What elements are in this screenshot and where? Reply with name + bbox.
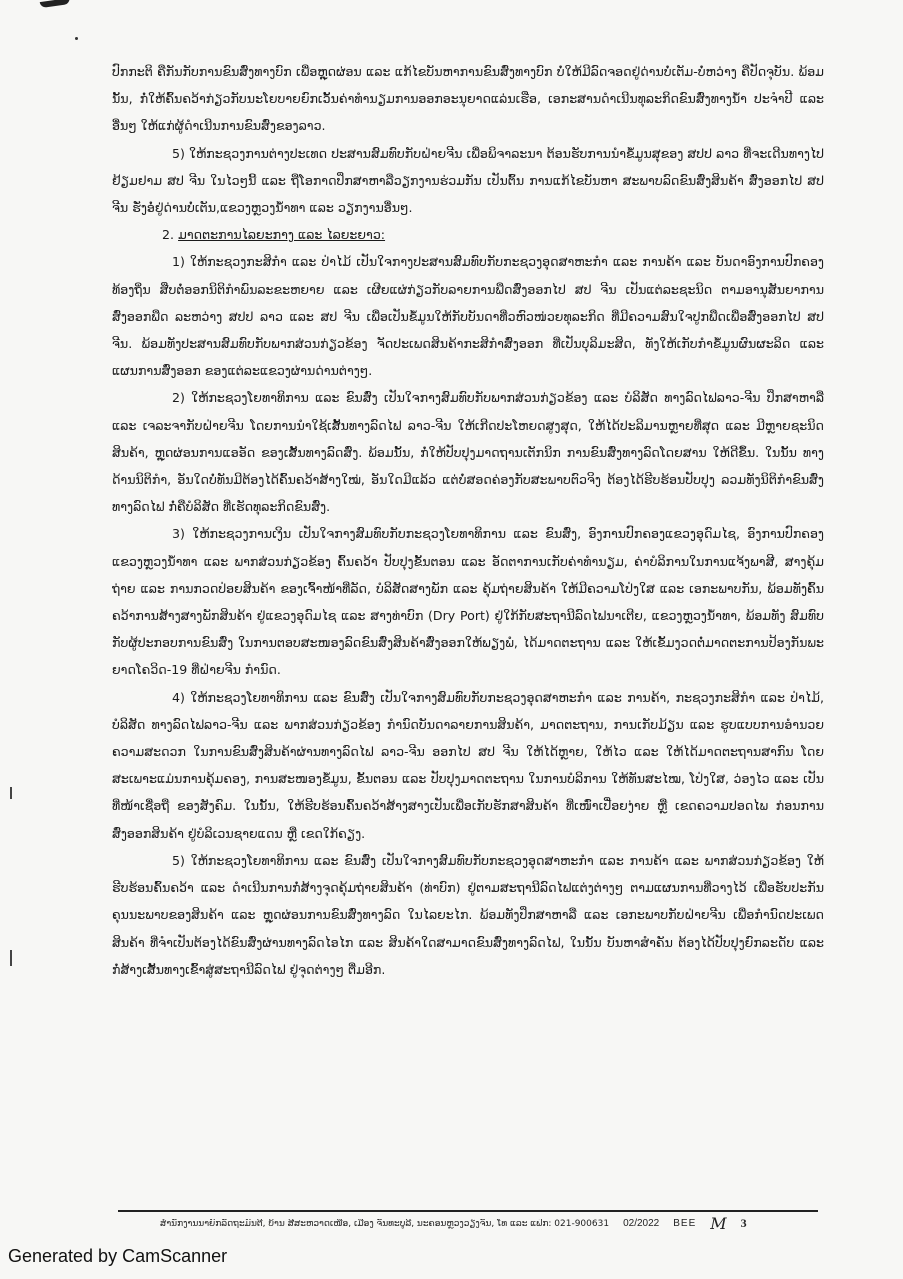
footer-divider: [118, 1210, 818, 1212]
scan-dot: [75, 37, 78, 40]
initial-signature: M: [710, 1214, 727, 1233]
paragraph-item-1: 1) ໃຫ້ກະຊວງກະສິກຳ ແລະ ປ່າໄມ້ ເປັນໃຈກາງປະສານສົມທົບກັບກະຊວງອຸດສາຫະກຳ ແລະ ການຄ້າ ແລະ ບັນດາອົງການປົກຄອງທ້ອງຖິ່ນ ສືບຕໍ່ອອກນິຕິກຳພົນລະຂະຫຍາຍ ແລະ ເຜີຍແຜ່ກ່ຽວກັບລາຍການພືດສົ່ງອອກໄປ ສປ ຈີນ ເປັນແຕ່ລະຊະນິດ ຕາມອານຸສັນຍາການສົ່ງອອກພືດ ລະຫວ່າງ ສປປ ລາວ ແລະ ສປ ຈີນ ເພື່ອເປັນຂໍ້ມູນໃຫ້ກັບບັນດາທີ່ວຫົວໜ່ວຍທຸລະກິດ ທີ່ມີຄວາມສົນໃຈປູກພືດເພື່ອສົ່ງອອກໄປ ສປ ຈີນ. ພ້ອມທັງປະສານສົມທົບກັບພາກສ່ວນກ່ຽວຂ້ອງ ຈັດປະເພດສິນຄ້າກະສິກຳສົ່ງອອກ ທີ່ເປັນບຸລິມະສິດ, ທັງໃຫ້ເກັບກຳຂໍ້ມູນຜົນຜະລິດ ແລະ ແຜນການສົ່ງອອກ ຂອງແຕ່ລະແຂວງຜ່ານດ່ານຕ່າງໆ.: [112, 254, 824, 379]
section-title: ມາດຕະການໄລຍະກາງ ແລະ ໄລຍະຍາວ:: [178, 227, 386, 243]
paragraph-item-5b: 5) ໃຫ້ກະຊວງໂຍທາທິການ ແລະ ຂົນສົ່ງ ເປັນໃຈກາງສົມທົບກັບກະຊວງອຸດສາຫະກຳ ແລະ ການຄ້າ ແລະ ພາກສ່ວນກ່ຽວຂ້ອງ ໃຫ້ຮີບຮ້ອນຄົ້ນຄວ້າ ແລະ ດຳເນີນການກໍ່ສ້າງຈຸດຄຸ້ມຖ່າຍສິນຄ້າ (ທ່າບົກ) ຢູ່ຕາມສະຖານີລົດໄຟແຕ່ງຕ່າງໆ ຕາມແຜນການທີ່ວາງໄວ້ ເພື່ອຮັບປະກັນຄຸນນະພາບຂອງສິນຄ້າ ແລະ ຫຼຸດຜ່ອນການຂົນສົ່ງທາງລົດ ໃນໄລຍະໄກ. ພ້ອມທັງປຶກສາຫາລື ແລະ ເອກະພາບກັບຝ່າຍຈີນ ເພື່ອກຳນົດປະເພດສິນຄ້າ ທີ່ຈຳເປັນຕ້ອງໄດ້ຂົນສົ່ງຜ່ານທາງລົດໄອໄກ ແລະ ສິນຄ້າໃດສາມາດຂົນສົ່ງທາງລົດໄຟ, ໃນນັ້ນ ບັນຫາສຳຄັນ ຕ້ອງໄດ້ປັບປຸງຍົກລະດັບ ແລະ ກໍ່ສ້າງເສັ້ນທາງເຂົ້າສູ່ສະຖານີລົດໄຟ ຢູ່ຈຸດຕ່າງໆ ຕື່ມອີກ.: [112, 852, 824, 977]
section-number: 2.: [162, 227, 175, 243]
paragraph-item-5: 5) ໃຫ້ກະຊວງການຕ່າງປະເທດ ປະສານສົມທົບກັບຝ່າຍຈີນ ເພື່ອພິຈາລະນາ ຕ້ອນຮັບການນຳຂໍ້ມູນສຸຂອງ ສປປ ລາວ ທີ່ຈະເດີນທາງໄປຢ້ຽມຢາມ ສປ ຈີນ ໃນໄວໆນີ້ ແລະ ຖືໂອກາດປຶກສາຫາລືວຽກງານຮ່ວມກັນ ເປັນຕົ້ນ ການແກ້ໄຂບັນຫາ ສະພາບລົດຂົນສົ່ງສິນຄ້າ ສົ່ງອອກໄປ ສປ ຈີນ ຮັ່ງອໍ່ຢູ່ດ່ານບໍ່ເຕັນ,ແຂວງຫຼວງນ້ຳທາ ແລະ ວຽກງານອື່ນໆ.: [112, 145, 824, 216]
page-footer: [160, 1214, 810, 1233]
footer-date: 02/2022: [623, 1218, 660, 1229]
scan-corner-mark: [40, 0, 71, 8]
paragraph-item-4: 4) ໃຫ້ກະຊວງໂຍທາທິການ ແລະ ຂົນສົ່ງ ເປັນໃຈກາງສົມທົບກັບກະຊວງອຸດສາຫະກຳ ແລະ ການຄ້າ, ກະຊວງກະສິກຳ ແລະ ປ່າໄມ້, ບໍລິສັດ ທາງລົດໄຟລາວ-ຈີນ ແລະ ພາກສ່ວນກ່ຽວຂ້ອງ ກຳນົດບັນດາລາຍການສິນຄ້າ, ມາດຕະຖານ, ການເກັບມ້ຽນ ແລະ ຮູບແບບການອຳນວຍຄວາມສະດວກ ໃນການຂົນສົ່ງສິນຄ້າຜ່ານທາງລົດໄຟ ລາວ-ຈີນ ອອກໄປ ສປ ຈີນ ໃຫ້ໄດ້ຫຼາຍ, ໃຫ້ໄວ ແລະ ໃຫ້ໄດ້ມາດຕະຖານສາກົນ ໂດຍສະເພາະແມ່ນການຄຸ້ມຄອງ, ການສະໜອງຂໍ້ມູນ, ຂັ້ນຕອນ ແລະ ປັບປຸງມາດຕະຖານ ໃນການບໍລິການ ໃຫ້ທັນສະໄໝ, ໂປ່ງໃສ, ວ່ອງໄວ ແລະ ເປັນທີ່ໜ້າເຊື່ອຖື ຂອງສັງຄົມ. ໃນນັ້ນ, ໃຫ້ຮີບຮ້ອນຄົ້ນຄວ້າສ້າງສາງເປັນເພື່ອເກັບຮັກສາສິນຄ້າ ທີ່ເໜົ່າເປື່ອຍງ່າຍ ຫຼື ເຂດຄວາມປອດໄພ ກ່ອນການສົ່ງອອກສິນຄ້າ ຢູ່ບໍລິເວນຊາຍແດນ ຫຼື ເຂດໃກ້ຄຽງ.: [112, 689, 824, 841]
footer-address: ສຳນັກງານນາຍົກລັດຖະມົນຕີ, ບ້ານ ສີສະຫວາດເໜືອ, ເມືອງ ຈັນທະບູລີ, ນະຄອນຫຼວງວຽງຈັນ, ໂທ ແລະ ແຟັກ: 021-900631: [160, 1218, 610, 1229]
page-number: 3: [740, 1216, 747, 1230]
scan-side-mark: [10, 950, 12, 966]
scan-side-mark: [10, 787, 12, 799]
paragraph-item-3: 3) ໃຫ້ກະຊວງການເງິນ ເປັນໃຈກາງສົມທົບກັບກະຊວງໂຍທາທິການ ແລະ ຂົນສົ່ງ, ອົງການປົກຄອງແຂວງອຸດົມໄຊ, ອົງການປົກຄອງແຂວງຫຼວງນ້ຳທາ ແລະ ພາກສ່ວນກ່ຽວຂ້ອງ ຄົ້ນຄວ້າ ປັບປຸງຂັ້ນຕອນ ແລະ ອັດຕາການເກັບຄ່າທຳນຽມ, ຄ່າບໍລິການໃນການແຈ້ງພາສີ, ສາງຄຸ້ມຖ່າຍ ແລະ ການກວດປ່ອຍສິນຄ້າ ຂອງເຈົ້າໜ້າທີ່ລັດ, ບໍລິສັດສາງພັກ ແລະ ຄຸ້ມຖ່າຍສິນຄ້າ ໃຫ້ມີຄວາມໂປ່ງໃສ ແລະ ເອກະພາບກັນ, ພ້ອມທັງຄົ້ນຄວ້າການສ້າງສາງພັກສິນຄ້າ ຢູ່ແຂວງອຸດົມໄຊ ແລະ ສາງທ່າບົກ (Dry Port) ຢູ່ໃກ້ກັບສະຖານີລົດໄຟນາເຕີຍ, ແຂວງຫຼວງນ້ຳທາ, ພ້ອມທັງ ສົມທົບກັບຜູ້ປະກອບການຂົນສົ່ງ ໃນການຕອບສະໜອງລົດຂົນສົ່ງສິນຄ້າສົ່ງອອກໃຫ້ພຽງພໍ, ໄດ້ມາດຕະຖານ ແລະ ໃຫ້ເຂັ້ມງວດຕໍ່ມາດຕະການປ້ອງກັນພະຍາດໂຄວິດ-19 ທີ່ຝ່າຍຈີນ ກຳນົດ.: [112, 526, 824, 678]
section-heading: [112, 221, 824, 248]
document-body: [112, 58, 824, 983]
scanner-watermark: Generated by CamScanner: [8, 1246, 228, 1266]
paragraph-item-2: 2) ໃຫ້ກະຊວງໂຍທາທິການ ແລະ ຂົນສົ່ງ ເປັນໃຈກາງສົມທົບກັບພາກສ່ວນກ່ຽວຂ້ອງ ແລະ ບໍລິສັດ ທາງລົດໄຟລາວ-ຈີນ ປຶກສາຫາລື ແລະ ເຈລະຈາກັບຝ່າຍຈີນ ໂດຍການນຳໃຊ້ເສັ້ນທາງລົດໄຟ ລາວ-ຈີນ ໃຫ້ເກີດປະໂຫຍດສູງສຸດ, ໃຫ້ໄດ້ປະລິມານຫຼາຍທີ່ສຸດ ແລະ ມີຫຼາຍຊະນິດສິນຄ້າ, ຫຼຸດຜ່ອນການແອອັດ ຂອງເສັ້ນທາງລົດສົ່ງ. ພ້ອມນັ້ນ, ກໍ່ໃຫ້ປັບປຸງມາດຖານເຕັກນິກ ການຂົນສົ່ງທາງລົດໂດຍສານ ໃຫ້ດີຂຶ້ນ. ໃນນັ້ນ ທາງດ້ານນິຕິກຳ, ອັນໃດບໍ່ທັນມີຕ້ອງໄດ້ຄົ້ນຄວ້າສ້າງໃໝ່, ອັນໃດມີແລ້ວ ແຕ່ບໍ່ສອດຄ່ອງກັບສະພາບຕົວຈິງ ຕ້ອງໄດ້ຮີບຮ້ອນປັບປຸງ ລວມທັງນິຕິກຳຂົນສົ່ງທາງລົດໄຟ ກໍ່ຄືບໍລິສັດ ທີ່ເຮັດທຸລະກິດຂົນສົ່ງ.: [112, 390, 824, 515]
footer-code: BEE: [673, 1218, 697, 1229]
paragraph-continuation: ປົກກະຕິ ຄືກັນກັບການຂົນສົ່ງທາງບົກ ເພື່ອຫຼຸດຜ່ອນ ແລະ ແກ້ໄຂບັນຫາການຂົນສົ່ງທາງບົກ ບໍ່ໃຫ້ມີລົດຈອດຢູ່ດ່ານບໍ່ເຕັມ-ບໍ່ຫວ່າງ ຄືປັດຈຸບັນ. ພ້ອມນັ້ນ, ກໍ່ໃຫ້ຄົ້ນຄວ້າກ່ຽວກັບນະໂຍບາຍຍົກເວັ້ນຄ່າທຳນຽມການອອກອະນຸຍາດແລ່ນເຮືອ, ເອກະສານດຳເນີນທຸລະກິດຂົນສົ່ງທາງນ້ຳ ປະຈຳປີ ແລະ ອື່ນໆ ໃຫ້ແກ່ຜູ້ດຳເນີນການຂົນສົ່ງຂອງລາວ.: [112, 64, 824, 134]
